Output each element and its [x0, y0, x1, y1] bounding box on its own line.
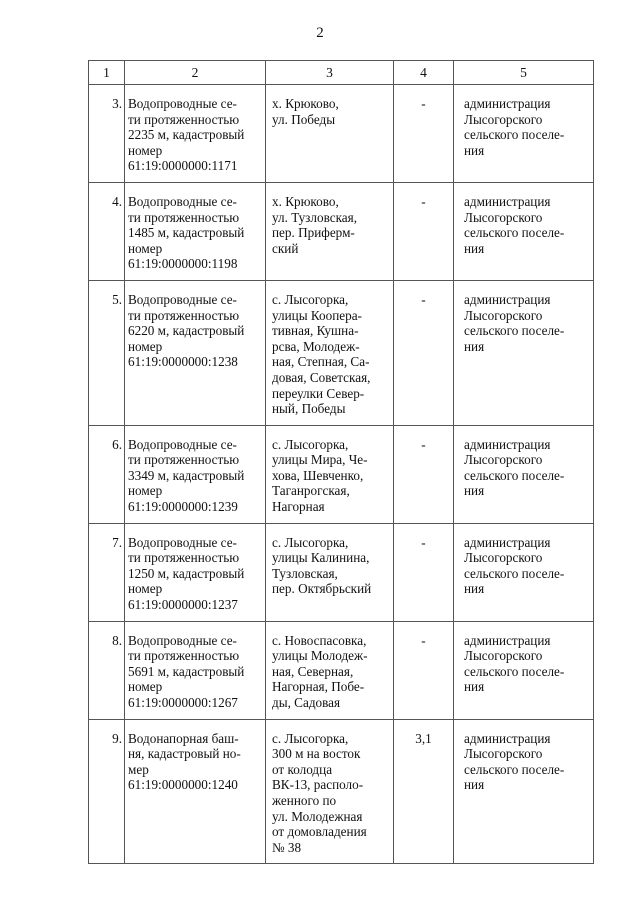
object-address: с. Лысогорка, 300 м на восток от колодца ВК-13, располо- женного по ул. Молодежная от домовладения № 38 [266, 719, 394, 864]
object-name: Водопроводные се- ти протяженностью 6220 м, кадастровый номер 61:19:0000000:1238 [125, 280, 266, 425]
table-row [89, 425, 594, 523]
object-value: - [394, 523, 454, 621]
row-number: 6. [89, 425, 125, 523]
object-owner: администрация Лысогорского сельского поселе- ния [454, 621, 594, 719]
object-name: Водопроводные се- ти протяженностью 1250 м, кадастровый номер 61:19:0000000:1237 [125, 523, 266, 621]
object-name: Водопроводные се- ти протяженностью 2235 м, кадастровый номер 61:19:0000000:1171 [125, 85, 266, 183]
object-owner: администрация Лысогорского сельского поселе- ния [454, 280, 594, 425]
object-name: Водопроводные се- ти протяженностью 3349 м, кадастровый номер 61:19:0000000:1239 [125, 425, 266, 523]
object-owner: администрация Лысогорского сельского поселе- ния [454, 523, 594, 621]
table-row [89, 719, 594, 864]
row-number: 7. [89, 523, 125, 621]
object-owner: администрация Лысогорского сельского поселе- ния [454, 719, 594, 864]
table-row [89, 182, 594, 280]
table-row [89, 85, 594, 183]
object-value: - [394, 85, 454, 183]
object-value: - [394, 280, 454, 425]
object-name: Водонапорная баш- ня, кадастровый но- мер 61:19:0000000:1240 [125, 719, 266, 864]
object-owner: администрация Лысогорского сельского поселе- ния [454, 182, 594, 280]
row-number: 4. [89, 182, 125, 280]
object-address: х. Крюково, ул. Тузловская, пер. Приферм- ский [266, 182, 394, 280]
column-number-1: 1 [89, 61, 125, 85]
object-address: с. Лысогорка, улицы Коопера- тивная, Кушна- рсва, Молодеж- ная, Степная, Са- довая, Советская, переулки Север- ный, Победы [266, 280, 394, 425]
table-row [89, 523, 594, 621]
column-number-5: 5 [454, 61, 594, 85]
page-number: 2 [316, 25, 324, 41]
column-number-row [89, 61, 594, 85]
object-name: Водопроводные се- ти протяженностью 5691 м, кадастровый номер 61:19:0000000:1267 [125, 621, 266, 719]
property-registry-table [88, 60, 594, 864]
object-value: 3,1 [394, 719, 454, 864]
object-value: - [394, 182, 454, 280]
object-name: Водопроводные се- ти протяженностью 1485 м, кадастровый номер 61:19:0000000:1198 [125, 182, 266, 280]
table-row [89, 280, 594, 425]
row-number: 3. [89, 85, 125, 183]
object-owner: администрация Лысогорского сельского поселе- ния [454, 85, 594, 183]
table-row [89, 621, 594, 719]
column-number-4: 4 [394, 61, 454, 85]
column-number-3: 3 [266, 61, 394, 85]
row-number: 8. [89, 621, 125, 719]
object-value: - [394, 621, 454, 719]
column-number-2: 2 [125, 61, 266, 85]
row-number: 5. [89, 280, 125, 425]
object-address: с. Новоспасовка, улицы Молодеж- ная, Северная, Нагорная, Побе- ды, Садовая [266, 621, 394, 719]
object-value: - [394, 425, 454, 523]
object-address: х. Крюково, ул. Победы [266, 85, 394, 183]
object-owner: администрация Лысогорского сельского поселе- ния [454, 425, 594, 523]
row-number: 9. [89, 719, 125, 864]
object-address: с. Лысогорка, улицы Калинина, Тузловская, пер. Октябрьский [266, 523, 394, 621]
object-address: с. Лысогорка, улицы Мира, Че- хова, Шевченко, Таганрогская, Нагорная [266, 425, 394, 523]
